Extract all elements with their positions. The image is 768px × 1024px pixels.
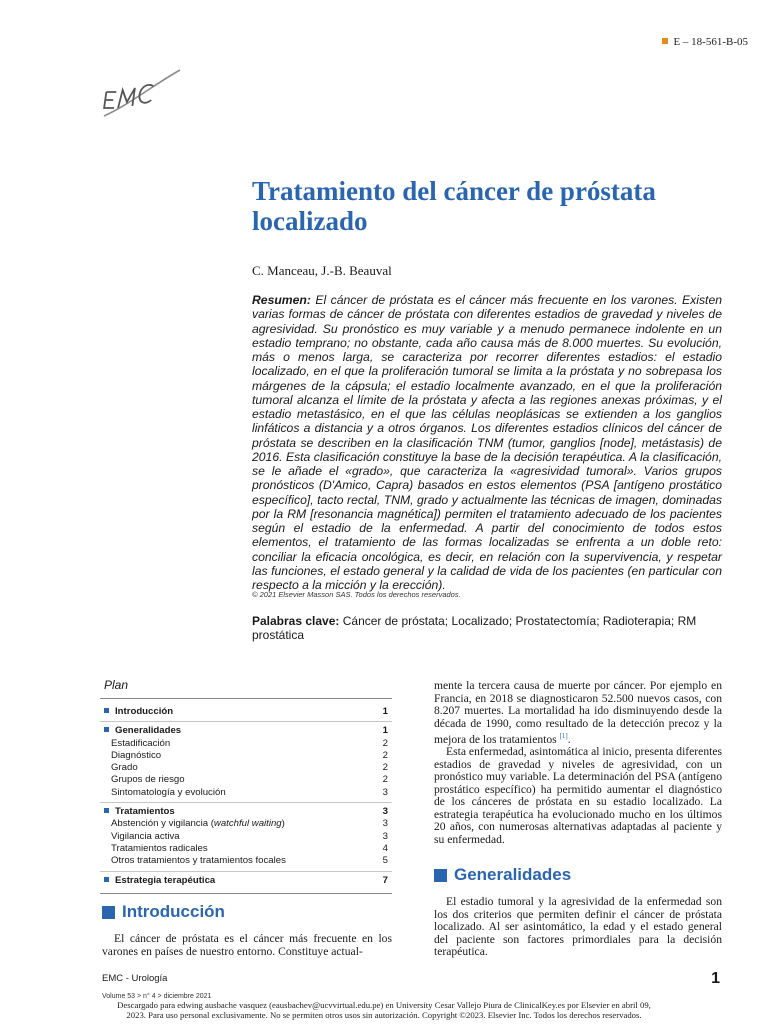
plan-section	[100, 802, 392, 867]
keywords	[252, 614, 732, 642]
plan-section	[100, 706, 392, 718]
intro-text	[102, 933, 392, 958]
plan-item-label	[100, 818, 285, 830]
plan-item[interactable]	[100, 831, 392, 843]
plan-item-label-text: Grado	[111, 762, 138, 774]
plan-item-label	[100, 855, 286, 867]
plan-item[interactable]	[100, 843, 392, 855]
plan-item-label-text: Grupos de riesgo	[111, 774, 185, 786]
plan-item-label-text: Generalidades	[115, 725, 182, 737]
plan-item-label	[100, 806, 175, 818]
page-number: 1	[711, 970, 720, 987]
document-code	[662, 36, 748, 48]
plan-item-label	[100, 750, 161, 762]
plan-list	[100, 706, 392, 887]
plan-item-label	[100, 843, 208, 855]
plan-item-page: 3	[382, 818, 388, 830]
plan-item-page: 2	[382, 749, 388, 761]
keywords-label: Palabras clave:	[252, 614, 340, 628]
copyright-notice: © 2021 Elsevier Masson SAS. Todos los derechos reservados.	[252, 590, 461, 599]
plan-item[interactable]	[100, 855, 392, 867]
plan-item-label-text: Estadificación	[111, 737, 171, 749]
plan-item-page: 2	[382, 774, 388, 786]
plan-item[interactable]	[100, 818, 392, 830]
abstract	[252, 293, 722, 592]
section-heading-introduccion	[102, 902, 225, 922]
section-heading-text: Generalidades	[454, 865, 572, 884]
plan-item-label-italic: watchful waiting	[213, 818, 282, 830]
plan-section	[100, 871, 392, 887]
plan-item[interactable]	[100, 774, 392, 786]
section-heading-text: Introducción	[122, 902, 225, 921]
download-notice-line: 2023. Para uso personal exclusivamente. No se permiten otros usos sin autorización. Copyright ©2023. Elsevier Inc. Todos los derechos reservados.	[126, 1010, 642, 1020]
plan-item-label-text: Tratamientos radicales	[111, 842, 208, 854]
plan-item-label	[100, 725, 181, 737]
plan-item-label-text: Diagnóstico	[111, 749, 162, 761]
paragraph-end: .	[567, 732, 571, 746]
plan-item-label	[100, 774, 185, 786]
paragraph	[434, 680, 722, 746]
plan-title: Plan	[104, 678, 129, 692]
plan-item[interactable]	[100, 738, 392, 750]
abstract-label: Resumen:	[252, 293, 311, 307]
paragraph: El cáncer de próstata es el cáncer más frecuente en los varones en países de nuestro entorno. Constituye actual-	[102, 932, 392, 958]
plan-item-label	[100, 738, 170, 750]
plan-item-label-text: Introducción	[115, 706, 174, 717]
plan-item-label-text: Estrategia terapéutica	[115, 874, 216, 886]
emc-logo	[100, 66, 184, 118]
plan-item-label	[100, 706, 173, 718]
blue-square-icon	[102, 906, 115, 919]
plan-item-label-end: )	[281, 818, 285, 830]
volume-info: Volume 53 > n° 4 > diciembre 2021	[102, 993, 212, 1000]
paragraph: El estadio tumoral y la agresividad de la enfermedad son los dos criterios que permiten definir el cáncer de próstata localizado. Al ser asintomático, la edad y el estado general del paciente son factores primordiales para la decisión terapéutica.	[434, 895, 722, 958]
plan-item-label	[100, 831, 180, 843]
plan-item-label-text: Vigilancia activa	[111, 830, 180, 842]
article-authors: C. Manceau, J.-B. Beauval	[252, 263, 392, 278]
plan-item-page: 4	[382, 842, 388, 854]
plan-item-page: 1	[382, 725, 388, 737]
plan-item-page: 3	[382, 830, 388, 842]
plan-item-page: 2	[382, 762, 388, 774]
blue-square-icon	[434, 869, 447, 882]
plan-item-heading[interactable]	[100, 806, 392, 818]
plan-item-label-text: Abstención y vigilancia (	[111, 818, 214, 830]
abstract-text: El cáncer de próstata es el cáncer más frecuente en los varones. Existen varias formas de cáncer de próstata con diferentes estadios de gravedad y niveles de agresividad. Su pronóstico es muy variable y a menudo permanece indolente en un estadio temprano; no obstante, cada año causa más de 8.000 muertes. Su evolución, más o menos larga, se caracteriza por recorrer diferentes estadios: el estadio localizado, en el que la proliferación tumoral se limita a la próstata y no sobrepasa los márgenes de la cápsula; el estadio localmente avanzado, en el que la proliferación tumoral alcanza el límite de la próstata y afecta a las regiones anexas próximas, y el estadio metastásico, en el que las células neoplásicas se extienden a los ganglios linfáticos a distancia y a otros órganos. Los diferentes estadios clínicos del cáncer de próstata se describen en la clasificación TNM (tumor, ganglios [node], metástasis) de 2016. Esta clasificación constituye la base de la decisión terapéutica. A la clasificación, se le añade el «grado», que caracteriza la «agresividad tumoral». Varios grupos pronósticos (D'Amico, Capra) basados en estos elementos (PSA [antígeno prostático específico], tacto rectal, TNM, grado y actualmente las técnicas de imagen, dominadas por la RM [resonancia magnética]) permiten el tratamiento adecuado de los pacientes según el estadio de la enfermedad. A partir del conocimiento de todos estos elementos, el tratamiento de las formas localizadas se enfrenta a un doble reto: conciliar la eficacia oncológica, es decir, en relación con la supervivencia, y respetar las funciones, el estado general y la calidad de vida de los pacientes (en particular con respecto a la micción y la erección).	[252, 293, 722, 592]
reference-link[interactable]: [1]	[559, 732, 568, 740]
plan-item[interactable]	[100, 787, 392, 799]
plan-item-label	[100, 875, 215, 887]
plan-item-label-text: Tratamientos	[115, 806, 175, 818]
journal-name: EMC - Urología	[102, 973, 168, 984]
generalidades-text	[434, 896, 722, 959]
download-notice	[0, 1000, 768, 1020]
right-column-text	[434, 680, 722, 846]
plan-item-page: 7	[382, 874, 388, 886]
plan-item-heading[interactable]	[100, 706, 392, 718]
download-notice-line: Descargado para edwing ausbache vasquez (eausbachev@ucvvirtual.edu.pe) en University Cesar Vallejo Piura de ClinicalKey.es por Elsevier en abril 09,	[117, 1000, 651, 1010]
document-code-text: E – 18-561-B-05	[673, 36, 748, 48]
plan-item-label-text: Otros tratamientos y tratamientos focales	[111, 855, 286, 867]
keywords-text: Cáncer de próstata; Localizado; Prostatectomía; Radioterapia; RM prostática	[252, 614, 697, 642]
plan-box	[100, 678, 392, 894]
plan-item-page: 1	[382, 706, 388, 717]
plan-item-heading[interactable]	[100, 875, 392, 887]
plan-divider	[100, 698, 392, 699]
paragraph-text: mente la tercera causa de muerte por cáncer. Por ejemplo en Francia, en 2018 se diagnosticaron 52.500 nuevos casos, con 8.207 muertes. La mortalidad ha ido disminuyendo desde la década de 1990, como resultado de la detección precoz y la mejora de los tratamientos	[434, 679, 722, 746]
plan-item-label-text: Sintomatología y evolución	[111, 786, 226, 798]
section-heading-generalidades	[434, 865, 571, 885]
plan-item-heading[interactable]	[100, 725, 392, 737]
plan-divider	[100, 893, 392, 894]
plan-item[interactable]	[100, 750, 392, 762]
plan-item-page: 3	[382, 806, 388, 818]
plan-item-page: 2	[382, 737, 388, 749]
plan-item-label	[100, 762, 138, 774]
article-title: Tratamiento del cáncer de próstata localizado	[252, 176, 656, 236]
plan-item-label	[100, 787, 226, 799]
paragraph: Esta enfermedad, asintomática al inicio, presenta diferentes estadios de gravedad y niveles de agresividad, con un pronóstico muy variable. La determinación del PSA (antígeno prostático específico) ha permitido aumentar el diagnóstico de los cánceres de próstata en su estadio localizado. La estrategia terapéutica ha evolucionado mucho en los últimos 20 años, con numerosas alternativas adaptadas al paciente y su enfermedad.	[434, 745, 722, 846]
plan-item-page: 3	[382, 786, 388, 798]
plan-item[interactable]	[100, 762, 392, 774]
plan-section	[100, 721, 392, 799]
orange-square-icon	[662, 38, 668, 44]
plan-item-page: 5	[382, 855, 388, 867]
